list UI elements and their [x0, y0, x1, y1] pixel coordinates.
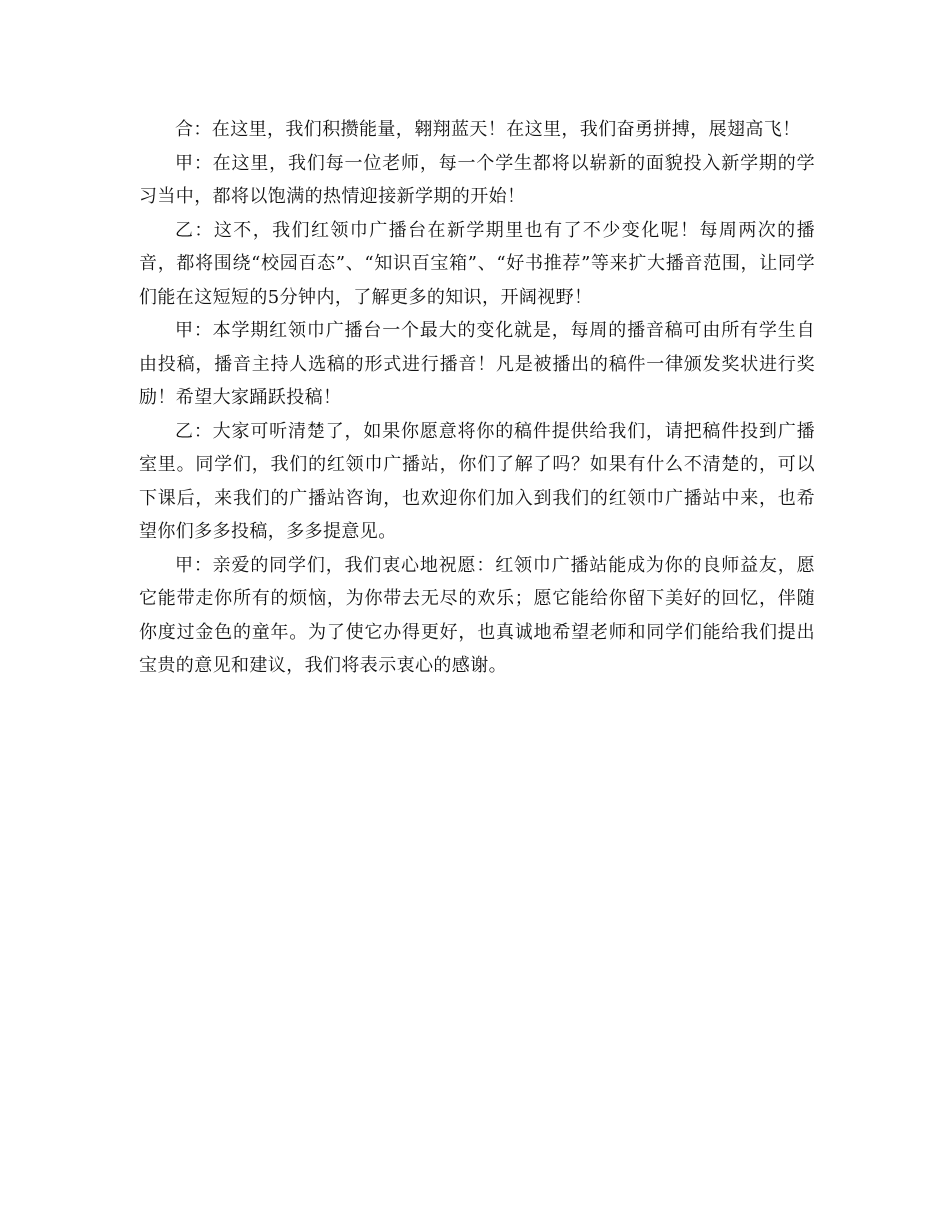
paragraph-yi-1: 乙：这不，我们红领巾广播台在新学期里也有了不少变化呢！每周两次的播音，都将围绕“校园百态”、“知识百宝箱”、“好书推荐”等来扩大播音范围，让同学们能在这短短的5分钟内，了解更多的知识，开阔视野！	[139, 219, 815, 308]
paragraph-jia-1: 甲：在这里，我们每一位老师，每一个学生都将以崭新的面貌投入新学期的学习当中，都将以饱满的热情迎接新学期的开始！	[139, 152, 815, 207]
paragraph-jia-3: 甲：亲爱的同学们，我们衷心地祝愿：红领巾广播站能成为你的良师益友，愿它能带走你所有的烦恼，为你带去无尽的欢乐；愿它能给你留下美好的回忆，伴随你度过金色的童年。为了使它办得更好，也真诚地希望老师和同学们能给我们提出宝贵的意见和建议，我们将表示衷心的感谢。	[139, 554, 815, 676]
paragraph-he-1: 合：在这里，我们积攒能量，翱翔蓝天！在这里，我们奋勇拼搏，展翅高飞！	[175, 119, 801, 140]
paragraph-jia-2: 甲：本学期红领巾广播台一个最大的变化就是，每周的播音稿可由所有学生自由投稿，播音主持人选稿的形式进行播音！凡是被播出的稿件一律颁发奖状进行奖励！希望大家踊跃投稿！	[139, 320, 815, 408]
paragraph-yi-2: 乙：大家可听清楚了，如果你愿意将你的稿件提供给我们，请把稿件投到广播室里。同学们，我们的红领巾广播站，你们了解了吗？如果有什么不清楚的，可以下课后，来我们的广播站咨询，也欢迎你们加入到我们的红领巾广播站中来，也希望你们多多投稿，多多提意见。	[139, 420, 815, 542]
document-body	[139, 113, 815, 683]
